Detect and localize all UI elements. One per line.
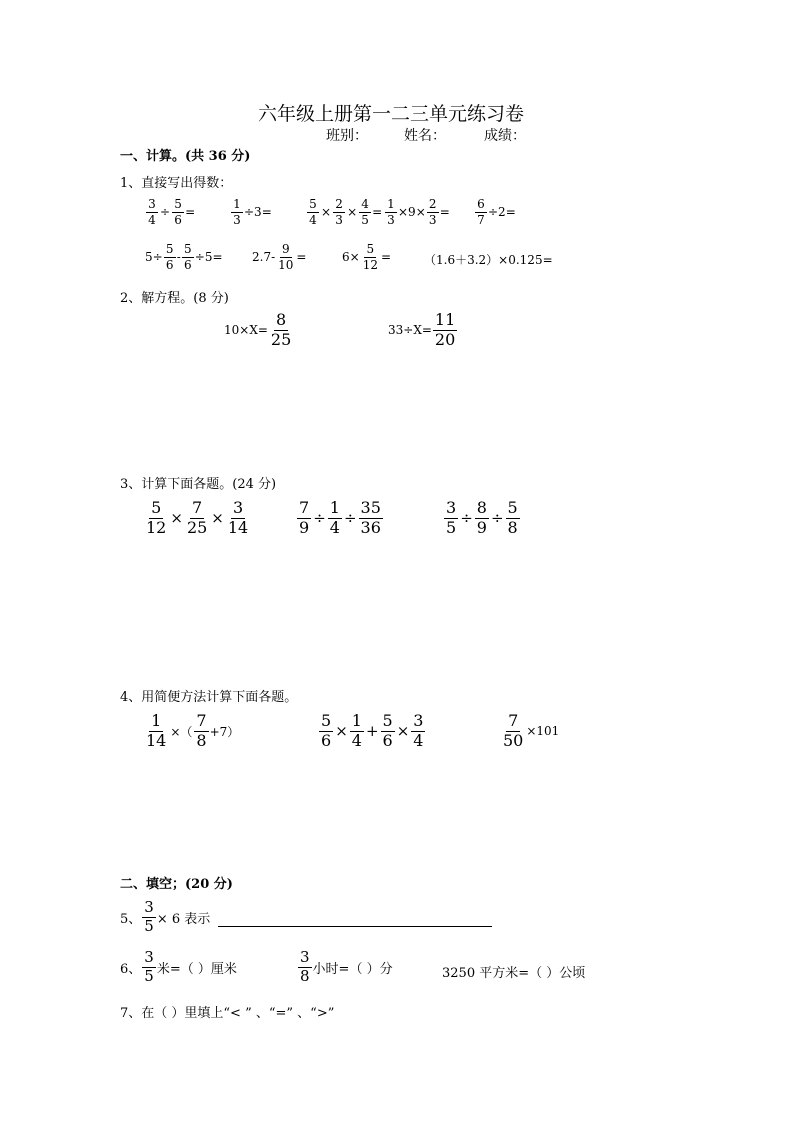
q4-expr-1: $\frac{1}{14}$ ×（ 7 8 +7） xyxy=(146,711,240,750)
q3-expr-2: $\frac{7}{9}$ ÷ $\frac{1}{4}$ ÷ $\frac{35}{36}$ xyxy=(299,498,381,537)
fraction: $\frac{5}{12}$ xyxy=(146,498,167,537)
fraction: $\frac{1}{3}$ xyxy=(385,198,397,226)
fraction: $\frac{7}{25}$ xyxy=(186,498,208,537)
fraction: $\frac{3}{4}$ xyxy=(146,198,158,226)
fraction: $\frac{3}{4}$ xyxy=(413,711,424,750)
q1-expr-3: $\frac{5}{4}$ × $\frac{2}{3}$ × $\frac{4}{5}$ = xyxy=(306,198,382,226)
section-1-heading: 一、计算。(共 36 分) xyxy=(120,149,251,164)
q1-expr-2: $\frac{1}{3}$ ÷3= xyxy=(230,198,272,226)
class-label: 班别： xyxy=(326,128,368,144)
answer-line[interactable] xyxy=(218,926,492,927)
section-2-heading: 二、填空；(20 分) xyxy=(120,877,233,892)
question-4-label: 4、用简便方法计算下面各题。 xyxy=(120,690,298,705)
fraction: $\frac{3}{14}$ xyxy=(227,498,249,537)
fraction: $\frac{5}{8}$ xyxy=(507,498,518,537)
fraction: $\frac{2}{3}$ xyxy=(427,198,439,226)
q1-expr-9: （1.6＋3.2）×0.125= xyxy=(424,253,553,267)
fraction: $\frac{7}{9}$ xyxy=(299,498,310,537)
equation-2: 33÷X= $\frac{11}{20}$ xyxy=(388,310,456,349)
fraction: $\frac{5}{12}$ xyxy=(362,242,378,272)
fraction: $\frac{8}{9}$ xyxy=(476,498,487,537)
question-2-label: 2、解方程。(8 分) xyxy=(120,291,229,306)
fraction: $\frac{1}{14}$ xyxy=(146,711,167,750)
q4-expr-2: $\frac{5}{6}$ × $\frac{1}{4}$ + $\frac{5}{6}$ × $\frac{3}{4}$ xyxy=(321,711,424,750)
fraction: $\frac{4}{5}$ xyxy=(359,198,371,226)
page-title: 六年级上册第一二三单元练习卷 xyxy=(258,103,525,125)
question-7-label: 7、在（ ）里填上“< ” 、“=” 、“>” xyxy=(120,1006,335,1021)
fraction: $\frac{5}{6}$ xyxy=(382,711,393,750)
q1-expr-5: $\frac{6}{7}$ ÷2= xyxy=(474,198,516,226)
fraction: $\frac{3}{5}$ xyxy=(446,498,457,537)
fraction: $\frac{5}{6}$ xyxy=(321,711,332,750)
fraction: $\frac{1}{4}$ xyxy=(329,498,340,537)
fraction: $\frac{6}{7}$ xyxy=(475,198,487,226)
fraction: $\frac{1}{3}$ xyxy=(231,198,243,226)
fraction: 3 5 xyxy=(144,948,154,985)
question-3-label: 3、计算下面各题。(24 分) xyxy=(120,477,277,492)
fraction: $\frac{5}{6}$ xyxy=(182,243,194,271)
fraction: $\frac{1}{4}$ xyxy=(351,711,362,750)
score-label: 成绩： xyxy=(484,128,526,144)
fraction: $\frac{35}{36}$ xyxy=(360,498,381,537)
fraction: $\frac{8}{25}$ xyxy=(270,310,292,349)
q1-expr-7: 2.7- $\frac{9}{10}$ = xyxy=(252,242,307,272)
q1-expr-8: 6× $\frac{5}{12}$ = xyxy=(342,242,392,272)
q4-expr-3: $\frac{7}{50}$ ×101 xyxy=(503,711,560,750)
name-label: 姓名： xyxy=(404,128,446,144)
fraction: $\frac{5}{6}$ xyxy=(164,243,176,271)
q3-expr-3: $\frac{3}{5}$ ÷ $\frac{8}{9}$ ÷ $\frac{5}{8}$ xyxy=(446,498,518,537)
fraction: $\frac{2}{3}$ xyxy=(333,198,345,226)
fraction: $\frac{7}{50}$ xyxy=(503,711,524,750)
question-6-c: 3250 平方米=（ ）公顷 xyxy=(442,966,586,981)
q1-expr-6: 5÷ $\frac{5}{6}$ - $\frac{5}{6}$ ÷5= xyxy=(145,242,223,272)
fraction: $\frac{5}{6}$ xyxy=(172,198,184,226)
equation-1: 10×X= $\frac{8}{25}$ xyxy=(224,310,292,349)
fraction: 7 8 xyxy=(196,711,207,750)
fraction: $\frac{3}{5}$ xyxy=(144,898,154,935)
q3-expr-1: $\frac{5}{12}$ × $\frac{7}{25}$ × $\frac{3}{14}$ xyxy=(146,498,249,537)
q1-expr-4: $\frac{1}{3}$ ×9× $\frac{2}{3}$ = xyxy=(384,198,450,226)
q1-expr-1: $\frac{3}{4}$ ÷ $\frac{5}{6}$ = xyxy=(145,198,195,226)
fraction: $\frac{11}{20}$ xyxy=(434,310,456,349)
fraction: $\frac{5}{4}$ xyxy=(307,198,319,226)
question-1-label: 1、直接写出得数： xyxy=(120,176,233,191)
fraction: 3 8 xyxy=(300,948,310,985)
fraction: $\frac{9}{10}$ xyxy=(278,242,294,272)
question-5: 5、 $\frac{3}{5}$ × 6 表示 xyxy=(120,898,211,935)
question-6: 6、 3 5 米=（ ）厘米 xyxy=(120,948,237,985)
question-6-b: 3 8 小时=（ ）分 xyxy=(300,948,393,985)
